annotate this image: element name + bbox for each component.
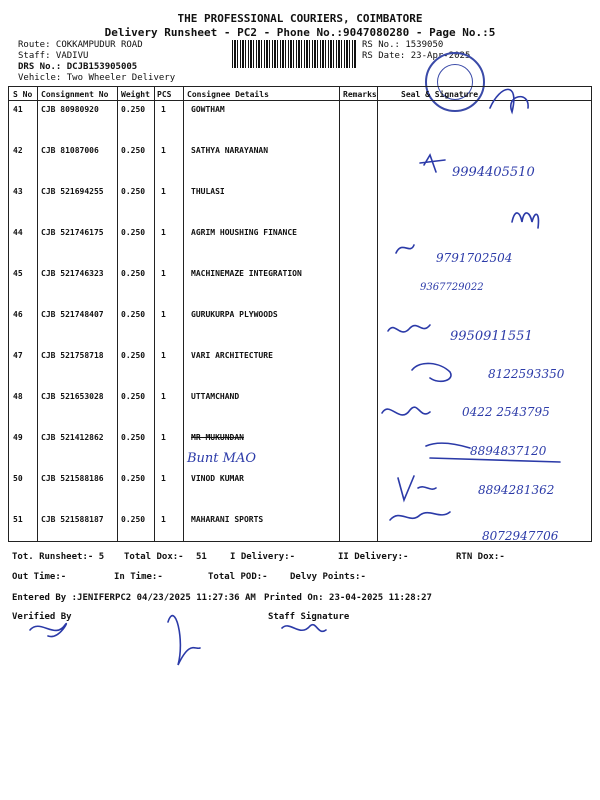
row-pcs: 1 — [161, 105, 166, 114]
rs-number: RS No.: 1539050 — [362, 40, 444, 50]
hw-phone-45: 9791702504 — [436, 251, 513, 265]
col-signature: Seal & Signature — [401, 90, 479, 99]
row-pcs: 1 — [161, 228, 166, 237]
signature-scribble-45 — [396, 245, 414, 253]
row-weight: 0.250 — [121, 105, 146, 114]
row-sno: 47 — [13, 351, 23, 360]
signature-scribble-50 — [398, 476, 436, 500]
row-sno: 50 — [13, 474, 23, 483]
i-delivery: I Delivery:- — [230, 552, 296, 562]
row-consignee: SATHYA NARAYANAN — [191, 146, 269, 155]
row-consignment-no: CJB 521758718 — [41, 351, 104, 360]
row-pcs: 1 — [161, 187, 166, 196]
row-consignment-no: CJB 521746175 — [41, 228, 104, 237]
row-pcs: 1 — [161, 392, 166, 401]
row-pcs: 1 — [161, 474, 166, 483]
row-consignment-no: CJB 521748407 — [41, 310, 104, 319]
signature-scribble-41 — [490, 89, 528, 112]
row-consignment-no: CJB 521746323 — [41, 269, 104, 278]
in-time: In Time:- — [114, 572, 163, 582]
row-weight: 0.250 — [121, 515, 146, 524]
runsheet-subtitle: Delivery Runsheet - PC2 - Phone No.:9047080280 - Page No.:5 — [104, 26, 496, 39]
company-title: THE PROFESSIONAL COURIERS, COIMBATORE — [177, 12, 423, 25]
col-consignee: Consignee Details — [187, 90, 269, 99]
row-sno: 45 — [13, 269, 23, 278]
staff-signature-scribble — [282, 625, 326, 632]
row-pcs: 1 — [161, 146, 166, 155]
row-consignment-no: CJB 521588186 — [41, 474, 104, 483]
hw-phone-48: 0422 2543795 — [462, 405, 550, 419]
row-weight: 0.250 — [121, 310, 146, 319]
out-time: Out Time:- — [12, 572, 67, 582]
row-consignee: MAHARANI SPORTS — [191, 515, 264, 524]
row-consignee: VARI ARCHITECTURE — [191, 351, 273, 360]
row-weight: 0.250 — [121, 228, 146, 237]
row-sno: 46 — [13, 310, 23, 319]
delvy-points: Delvy Points:- — [290, 572, 366, 582]
row-sno: 43 — [13, 187, 23, 196]
hw-phone-42: 9994405510 — [452, 165, 535, 180]
row-consignee: AGRIM HOUSHING FINANCE — [191, 228, 297, 237]
row-consignment-no: CJB 521412862 — [41, 433, 104, 442]
row-consignment-no: CJB 80980920 — [41, 105, 99, 114]
row-consignment-no: CJB 521588187 — [41, 515, 104, 524]
row-consignee: GURUKURPA PLYWOODS — [191, 310, 278, 319]
rtn-dox: RTN Dox:- — [456, 552, 505, 562]
row-pcs: 1 — [161, 515, 166, 524]
hw-phone-45b: 9367729022 — [420, 282, 484, 293]
row-weight: 0.250 — [121, 474, 146, 483]
row-consignee: VINOD KUMAR — [191, 474, 244, 483]
row-consignment-no: CJB 521694255 — [41, 187, 104, 196]
row-consignment-no: CJB 81087006 — [41, 146, 99, 155]
staff-signature-label: Staff Signature — [268, 612, 350, 622]
row-sno: 51 — [13, 515, 23, 524]
hw-note-49: Bunt MAO — [187, 451, 257, 466]
officer-signature — [168, 616, 200, 665]
col-weight: Weight — [121, 90, 150, 99]
row-weight: 0.250 — [121, 392, 146, 401]
row-pcs: 1 — [161, 351, 166, 360]
row-sno: 48 — [13, 392, 23, 401]
row-consignee: MACHINEMAZE INTEGRATION — [191, 269, 302, 278]
hw-phone-47: 8122593350 — [488, 367, 565, 381]
verified-by-label: Verified By — [12, 612, 72, 622]
hw-phone-51: 8072947706 — [482, 529, 559, 543]
vehicle-label: Vehicle: Two Wheeler Delivery — [18, 73, 176, 83]
tot-runsheet: Tot. Runsheet:- 5 — [12, 552, 105, 562]
entered-by: Entered By :JENIFERPC2 04/23/2025 11:27:36 AM — [12, 593, 256, 603]
signature-scribble-47 — [412, 363, 451, 381]
row-pcs: 1 — [161, 433, 166, 442]
total-dox-label: Total Dox:- — [124, 552, 184, 562]
row-consignee: UTTAMCHAND — [191, 392, 240, 401]
signature-scribble-51 — [390, 512, 450, 520]
row-weight: 0.250 — [121, 146, 146, 155]
row-sno: 42 — [13, 146, 23, 155]
drs-number: DRS No.: DCJB153905005 — [18, 62, 138, 72]
row-sno: 41 — [13, 105, 23, 114]
col-consignment: Consignment No — [41, 90, 109, 99]
row-pcs: 1 — [161, 269, 166, 278]
row-consignee: THULASI — [191, 187, 225, 196]
hw-phone-49: 8894837120 — [470, 444, 547, 458]
row-weight: 0.250 — [121, 187, 146, 196]
verified-signature — [30, 624, 66, 637]
signature-scribble-42 — [420, 155, 445, 172]
row-consignee: GOWTHAM — [191, 105, 225, 114]
total-pod: Total POD:- — [208, 572, 268, 582]
row-sno: 49 — [13, 433, 23, 442]
row-consignee: MR MUKUNDAN — [191, 433, 244, 442]
row-weight: 0.250 — [121, 433, 146, 442]
signature-scribble-46 — [388, 325, 430, 332]
row-consignment-no: CJB 521653028 — [41, 392, 104, 401]
total-dox-value: 51 — [196, 552, 207, 562]
hw-phone-50: 8894281362 — [478, 483, 555, 497]
row-weight: 0.250 — [121, 269, 146, 278]
col-sno: S No — [13, 90, 33, 99]
rs-date: RS Date: 23-Apr-2025 — [362, 51, 471, 61]
hw-phone-46: 9950911551 — [450, 329, 533, 344]
signature-scribble-48 — [382, 407, 430, 415]
col-pcs: PCS — [157, 90, 172, 99]
row-sno: 44 — [13, 228, 23, 237]
staff-label: Staff: VADIVU — [18, 51, 89, 61]
ii-delivery: II Delivery:- — [338, 552, 409, 562]
route-label: Route: COKKAMPUDUR ROAD — [18, 40, 143, 50]
col-remarks: Remarks — [343, 90, 377, 99]
signature-scribble-44 — [512, 213, 538, 228]
printed-on: Printed On: 23-04-2025 11:28:27 — [264, 593, 432, 603]
row-weight: 0.250 — [121, 351, 146, 360]
row-pcs: 1 — [161, 310, 166, 319]
